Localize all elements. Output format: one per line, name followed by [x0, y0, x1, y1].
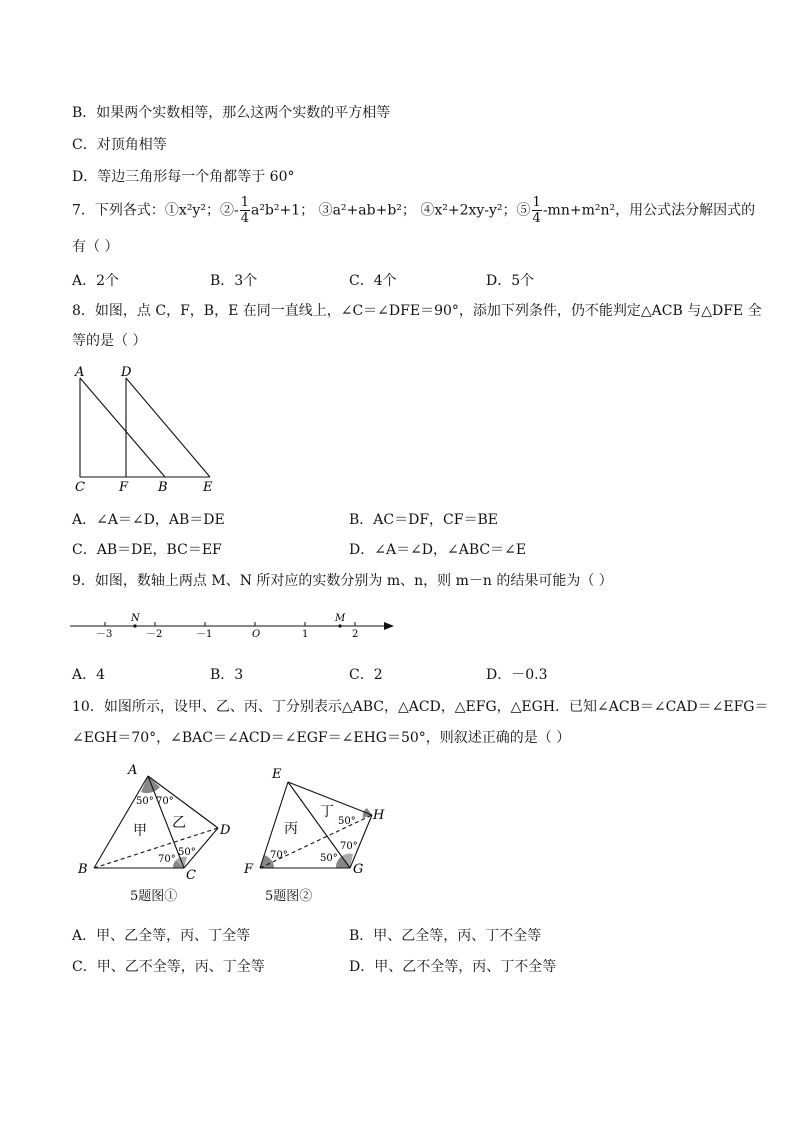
- point-n-label: N: [131, 613, 140, 624]
- fraction-numerator: 1: [532, 195, 541, 210]
- angle-mark-a: [141, 776, 160, 793]
- label-g: G: [353, 862, 364, 877]
- label-e: E: [272, 767, 282, 782]
- q6-option-b: B．如果两个实数相等，那么这两个实数的平方相等: [72, 105, 391, 121]
- region-jia: 甲: [133, 823, 147, 839]
- label-c: C: [186, 868, 196, 880]
- point-m-label: M: [335, 613, 346, 624]
- q7-neg-sign: -: [233, 202, 239, 219]
- label-c: C: [75, 480, 85, 495]
- q10-stem-line2: ∠EGH＝70°，∠BAC＝∠ACD＝∠EGF＝∠EHG＝50°，则叙述正确的是（ ）: [72, 730, 571, 746]
- q8-stem: 8．如图，点 C，F，B，E 在同一直线上，∠C＝∠DFE＝90°，添加下列条件，仍不能判定△ACB 与△DFE 全: [72, 303, 762, 319]
- q8-option-a: A．∠A＝∠D，AB＝DE: [72, 512, 225, 528]
- q7-fraction-5: [532, 195, 542, 226]
- q7-option-d: D．5个: [486, 273, 535, 289]
- angle-h-50: 50°: [338, 816, 356, 827]
- q7-expr-1: ①x²y²；②: [164, 202, 234, 219]
- label-d: D: [220, 823, 231, 838]
- q7-expr-2: a²b²+1； ③a²+ab+b²； ④x²+2xy-y²；⑤: [250, 202, 531, 219]
- angle-g-70: 70°: [340, 841, 358, 852]
- q6-option-d: D．等边三角形每一个角都等于 60°: [72, 169, 295, 185]
- region-ding: 丁: [320, 804, 334, 820]
- q7-option-c: C．4个: [349, 273, 397, 289]
- q10-option-a: A．甲、乙全等，丙、丁全等: [72, 928, 251, 944]
- q9-option-b: B．3: [210, 667, 244, 683]
- label-d: D: [121, 365, 132, 380]
- tick-label: －2: [146, 629, 163, 640]
- label-a: A: [75, 365, 85, 380]
- q10-option-d: D．甲、乙不全等，丙、丁不全等: [349, 959, 557, 975]
- label-f: F: [119, 480, 129, 495]
- q8-option-c: C．AB＝DE，BC＝EF: [72, 542, 222, 558]
- fraction-numerator: 1: [240, 195, 249, 210]
- label-b: B: [158, 480, 168, 495]
- segment-ab: [94, 776, 148, 868]
- point-m: [338, 624, 341, 627]
- angle-c-50: 50°: [178, 847, 196, 858]
- q7-stem: [72, 195, 755, 226]
- q8-figure: [70, 360, 230, 495]
- segment-ab: [80, 378, 165, 477]
- figure-2-caption: 5题图②: [265, 889, 313, 904]
- q9-option-c: C．2: [349, 667, 383, 683]
- q8-option-d: D．∠A＝∠D，∠ABC＝∠E: [349, 542, 527, 558]
- arrow-icon: [384, 622, 394, 630]
- fraction-denominator: 4: [532, 211, 541, 226]
- angle-g-50: 50°: [320, 853, 338, 864]
- q10-stem: 10．如图所示，设甲、乙、丙、丁分别表示△ABC，△ACD，△EFG，△EGH．已知∠ACB＝∠CAD＝∠EFG＝: [72, 699, 769, 715]
- q7-prefix: 7．下列各式：: [72, 202, 165, 219]
- region-bing: 丙: [284, 821, 298, 837]
- tick-label: －3: [96, 629, 113, 640]
- tick-label: －1: [196, 629, 213, 640]
- q7-fraction-2: [240, 195, 250, 226]
- q9-stem: 9．如图，数轴上两点 M、N 所对应的实数分别为 m、n，则 m－n 的结果可能为（ ）: [72, 573, 613, 589]
- q10-option-b: B．甲、乙全等，丙、丁不全等: [349, 928, 542, 944]
- q8-option-b: B．AC＝DF，CF＝BE: [349, 512, 498, 528]
- label-a: A: [128, 763, 138, 778]
- q9-option-d: D．－0.3: [486, 667, 548, 683]
- q7-option-a: A．2个: [72, 273, 120, 289]
- angle-f-70: 70°: [270, 850, 288, 861]
- angle-a-70: 70°: [156, 796, 174, 807]
- label-e: E: [203, 480, 213, 495]
- segment-de: [126, 378, 210, 477]
- q7-expr-3: -mn+m²n²，用公式法分解因式的: [542, 202, 756, 219]
- angle-c-70: 70°: [158, 854, 176, 865]
- region-yi: 乙: [172, 815, 186, 831]
- q7-option-b: B．3个: [210, 273, 258, 289]
- q9-number-line: [66, 605, 406, 645]
- angle-a-50: 50°: [136, 796, 154, 807]
- figure-1-caption: 5题图①: [130, 889, 178, 904]
- q8-stem-line2: 等的是（ ）: [72, 333, 147, 349]
- tick-label: O: [252, 629, 261, 640]
- q10-figure-1: [72, 760, 242, 880]
- q10-figure-2: [236, 760, 406, 880]
- label-b: B: [78, 862, 88, 877]
- q9-option-a: A．4: [72, 667, 106, 683]
- q7-stem-line2: 有（ ）: [72, 239, 119, 255]
- label-f: F: [244, 862, 254, 877]
- point-n: [133, 624, 136, 627]
- q6-option-c: C．对顶角相等: [72, 137, 167, 153]
- tick-label: 2: [352, 629, 359, 640]
- q10-option-c: C．甲、乙不全等，丙、丁全等: [72, 959, 265, 975]
- segment-bd-dashed: [94, 828, 218, 868]
- label-h: H: [373, 808, 385, 823]
- tick-label: 1: [302, 629, 309, 640]
- fraction-denominator: 4: [240, 211, 249, 226]
